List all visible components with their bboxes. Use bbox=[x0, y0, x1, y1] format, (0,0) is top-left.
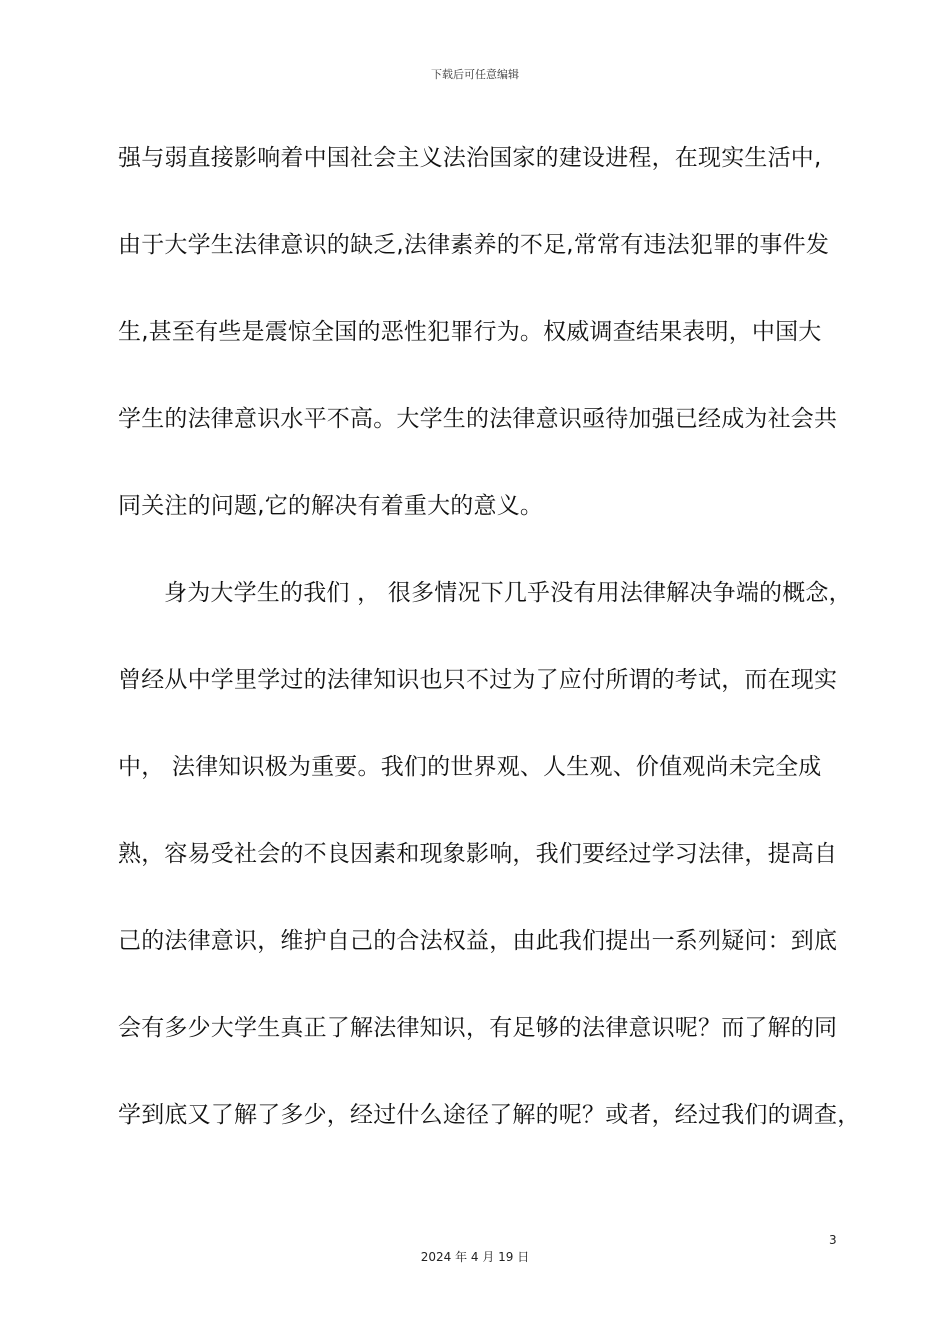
text-line: 学到底又了解了多少，经过什么途径了解的呢？或者，经过我们的调查， bbox=[118, 1102, 861, 1128]
text-line: 会有多少大学生真正了解法律知识，有足够的法律意识呢？而了解的同 bbox=[118, 1015, 838, 1041]
text-line: 同关注的问题,它的解决有着重大的意义。 bbox=[118, 493, 544, 519]
text-line: 生,甚至有些是震惊全国的恶性犯罪行为。权威调查结果表明，中国大 bbox=[118, 319, 822, 345]
text-line: 学生的法律意识水平不高。大学生的法律意识亟待加强已经成为社会共 bbox=[118, 406, 838, 432]
text-line: 中， 法律知识极为重要。我们的世界观、人生观、价值观尚未完全成 bbox=[118, 754, 822, 780]
text-line: 由于大学生法律意识的缺乏,法律素养的不足,常常有违法犯罪的事件发 bbox=[118, 232, 830, 258]
page-header: 下载后可任意编辑 bbox=[431, 68, 519, 81]
footer-date: 2024 年 4 月 19 日 bbox=[420, 1250, 530, 1264]
paragraph-start-line: 身为大学生的我们 ， 很多情况下几乎没有用法律解决争端的概念， bbox=[164, 580, 852, 606]
text-line: 己的法律意识，维护自己的合法权益，由此我们提出一系列疑问：到底 bbox=[118, 928, 838, 954]
text-line: 强与弱直接影响着中国社会主义法治国家的建设进程，在现实生活中, bbox=[118, 145, 822, 171]
text-line: 曾经从中学里学过的法律知识也只不过为了应付所谓的考试，而在现实 bbox=[118, 667, 838, 693]
page-number: 3 bbox=[829, 1233, 837, 1247]
document-body bbox=[118, 136, 861, 1180]
text-line: 熟，容易受社会的不良因素和现象影响，我们要经过学习法律，提高自 bbox=[118, 841, 838, 867]
